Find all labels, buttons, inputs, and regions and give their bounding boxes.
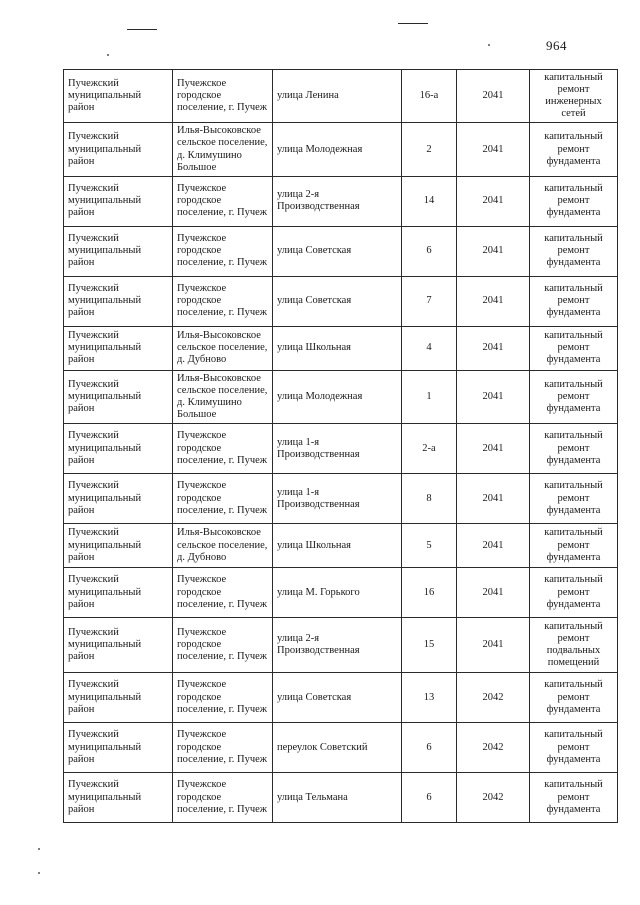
table-row [64,568,618,618]
cell-house: 6 [402,226,457,276]
cell-work: капитальный ремонт фундамента [530,474,618,524]
cell-street: улица 1-я Производственная [273,424,402,474]
registry-rows [64,70,618,823]
cell-year: 2041 [457,70,530,123]
cell-year: 2041 [457,370,530,423]
cell-district: Пучежский муниципальный район [64,773,173,823]
cell-district: Пучежский муниципальный район [64,568,173,618]
cell-district: Пучежский муниципальный район [64,424,173,474]
cell-settlement: Пучежское городское поселение, г. Пучеж [173,474,273,524]
cell-district: Пучежский муниципальный район [64,276,173,326]
table-row [64,176,618,226]
cell-settlement: Илья-Высоковское сельское поселение, д. Дубново [173,326,273,370]
cell-settlement: Пучежское городское поселение, г. Пучеж [173,568,273,618]
cell-district: Пучежский муниципальный район [64,370,173,423]
cell-settlement: Пучежское городское поселение, г. Пучеж [173,723,273,773]
cell-settlement: Пучежское городское поселение, г. Пучеж [173,70,273,123]
cell-year: 2041 [457,176,530,226]
cell-settlement: Илья-Высоковское сельское поселение, д. Дубново [173,524,273,568]
cell-house: 16-а [402,70,457,123]
cell-work: капитальный ремонт фундамента [530,370,618,423]
cell-year: 2042 [457,773,530,823]
cell-year: 2041 [457,123,530,176]
cell-work: капитальный ремонт подвальных помещений [530,618,618,673]
cell-street: улица Советская [273,276,402,326]
cell-settlement: Илья-Высоковское сельское поселение, д. Климушино Большое [173,123,273,176]
scan-dot [107,54,109,56]
cell-house: 6 [402,723,457,773]
scan-dot [488,44,490,46]
cell-district: Пучежский муниципальный район [64,474,173,524]
cell-street: улица 2-я Производственная [273,618,402,673]
cell-house: 16 [402,568,457,618]
cell-year: 2041 [457,424,530,474]
cell-house: 1 [402,370,457,423]
table-row [64,326,618,370]
cell-street: улица Советская [273,673,402,723]
table-row [64,524,618,568]
cell-work: капитальный ремонт фундамента [530,773,618,823]
cell-settlement: Пучежское городское поселение, г. Пучеж [173,226,273,276]
scan-mark-top-left [127,29,157,30]
cell-district: Пучежский муниципальный район [64,123,173,176]
cell-year: 2041 [457,618,530,673]
cell-house: 2-а [402,424,457,474]
cell-work: капитальный ремонт фундамента [530,123,618,176]
cell-street: улица М. Горького [273,568,402,618]
cell-district: Пучежский муниципальный район [64,326,173,370]
table-row [64,618,618,673]
cell-house: 5 [402,524,457,568]
page-number: 964 [546,38,567,53]
table-row [64,673,618,723]
cell-work: капитальный ремонт инженерных сетей [530,70,618,123]
cell-street: улица Тельмана [273,773,402,823]
cell-work: капитальный ремонт фундамента [530,276,618,326]
scan-dot [38,872,40,874]
cell-year: 2041 [457,568,530,618]
cell-year: 2042 [457,723,530,773]
cell-house: 14 [402,176,457,226]
cell-street: улица Молодежная [273,370,402,423]
cell-house: 4 [402,326,457,370]
cell-house: 8 [402,474,457,524]
cell-settlement: Илья-Высоковское сельское поселение, д. Климушино Большое [173,370,273,423]
cell-settlement: Пучежское городское поселение, г. Пучеж [173,673,273,723]
cell-street: улица Школьная [273,524,402,568]
cell-house: 2 [402,123,457,176]
cell-settlement: Пучежское городское поселение, г. Пучеж [173,424,273,474]
cell-house: 6 [402,773,457,823]
cell-district: Пучежский муниципальный район [64,673,173,723]
table-row [64,370,618,423]
table-row [64,773,618,823]
cell-year: 2042 [457,673,530,723]
cell-year: 2041 [457,276,530,326]
cell-district: Пучежский муниципальный район [64,226,173,276]
cell-street: улица Ленина [273,70,402,123]
cell-street: улица Советская [273,226,402,276]
cell-house: 15 [402,618,457,673]
cell-house: 13 [402,673,457,723]
cell-work: капитальный ремонт фундамента [530,568,618,618]
table-row [64,474,618,524]
cell-district: Пучежский муниципальный район [64,70,173,123]
cell-district: Пучежский муниципальный район [64,723,173,773]
cell-street: улица 2-я Производственная [273,176,402,226]
cell-year: 2041 [457,474,530,524]
cell-settlement: Пучежское городское поселение, г. Пучеж [173,176,273,226]
cell-work: капитальный ремонт фундамента [530,723,618,773]
cell-district: Пучежский муниципальный район [64,618,173,673]
cell-street: улица Школьная [273,326,402,370]
cell-street: переулок Советский [273,723,402,773]
cell-work: капитальный ремонт фундамента [530,424,618,474]
cell-street: улица 1-я Производственная [273,474,402,524]
cell-house: 7 [402,276,457,326]
registry-table [63,69,618,823]
table-row [64,424,618,474]
cell-work: капитальный ремонт фундамента [530,326,618,370]
cell-district: Пучежский муниципальный район [64,524,173,568]
scan-dot [38,848,40,850]
cell-work: капитальный ремонт фундамента [530,176,618,226]
cell-work: капитальный ремонт фундамента [530,524,618,568]
table-row [64,276,618,326]
cell-street: улица Молодежная [273,123,402,176]
cell-year: 2041 [457,524,530,568]
cell-work: капитальный ремонт фундамента [530,226,618,276]
table-row [64,723,618,773]
table-row [64,123,618,176]
scan-mark-top-right [398,23,428,24]
cell-year: 2041 [457,226,530,276]
cell-settlement: Пучежское городское поселение, г. Пучеж [173,276,273,326]
cell-settlement: Пучежское городское поселение, г. Пучеж [173,618,273,673]
table-row [64,226,618,276]
cell-district: Пучежский муниципальный район [64,176,173,226]
cell-settlement: Пучежское городское поселение, г. Пучеж [173,773,273,823]
table-row [64,70,618,123]
cell-work: капитальный ремонт фундамента [530,673,618,723]
cell-year: 2041 [457,326,530,370]
